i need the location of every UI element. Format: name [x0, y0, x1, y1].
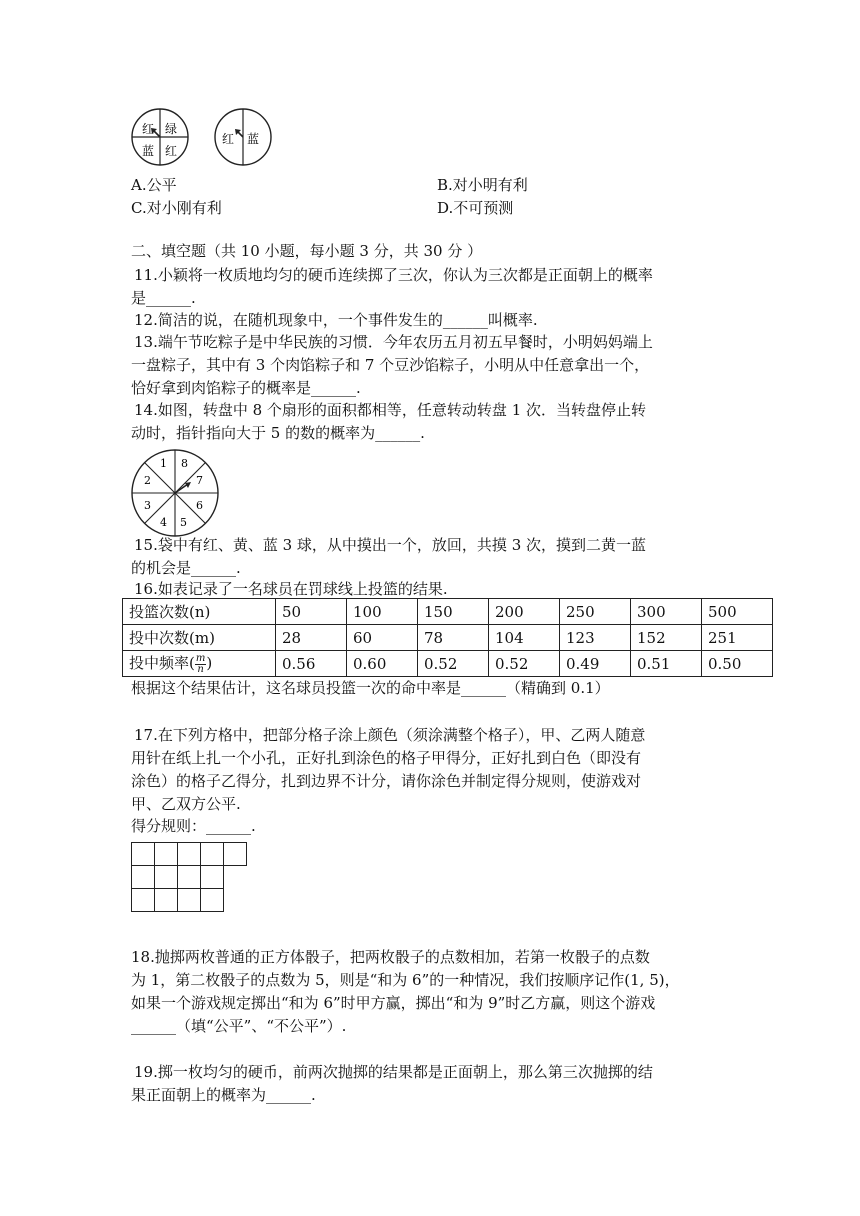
wheel-number-6: 6 [196, 499, 203, 512]
q18-line3: 如果一个游戏规定掷出“和为 6”时甲方赢，掷出“和为 9”时乙方赢，则这个游戏 [131, 994, 656, 1012]
grid-cell [131, 888, 155, 912]
spinner1-q2: 绿 [165, 122, 178, 136]
q17-line3: 涂色）的格子乙得分，扎到边界不计分，请你涂色并制定得分规则，使游戏对 [131, 772, 642, 790]
option-d: D.不可预测 [437, 199, 514, 217]
row-label-hits: 投中次数(m) [123, 625, 276, 651]
grid-cell [131, 865, 155, 889]
q17-line1: 17.在下列方格中，把部分格子涂上颜色（须涂满整个格子），甲、乙两人随意 [134, 726, 646, 744]
grid-cell [131, 842, 155, 866]
spinner1-q1: 红 [142, 122, 155, 136]
wheel-number-3: 3 [144, 499, 151, 512]
number-wheel-figure [130, 448, 220, 538]
table-cell: 150 [418, 599, 489, 625]
spinner2-right: 蓝 [247, 132, 260, 146]
table-cell: 152 [631, 625, 702, 651]
grid-cell [223, 842, 247, 866]
wheel-number-4: 4 [160, 516, 167, 529]
q18-line2: 为 1，第二枚骰子的点数为 5，则是“和为 6”的一种情况，我们按顺序记作(1, 5)， [131, 971, 680, 989]
q15-line1: 15.袋中有红、黄、蓝 3 球，从中摸出一个，放回，共摸 3 次，摸到二黄一蓝 [134, 536, 647, 554]
q15-line2: 的机会是______. [131, 559, 241, 577]
table-row-hits [123, 625, 773, 651]
table-cell: 123 [560, 625, 631, 651]
grid-cell [200, 865, 224, 889]
table-cell: 50 [276, 599, 347, 625]
table-cell: 200 [489, 599, 560, 625]
row-label-attempts: 投篮次数(n) [123, 599, 276, 625]
fraction-denominator: n [197, 663, 204, 675]
q17-line5: 得分规则：______. [131, 817, 256, 835]
q16-after: 根据这个结果估计，这名球员投篮一次的命中率是______（精确到 0.1） [131, 679, 610, 697]
q17-line4: 甲、乙双方公平. [131, 795, 241, 813]
table-cell: 0.50 [702, 651, 773, 677]
spinner-four-colors [130, 107, 190, 167]
wheel-number-8: 8 [181, 457, 188, 470]
q13-line1: 13.端午节吃粽子是中华民族的习惯．今年农历五月初五早餐时，小明妈妈端上 [134, 333, 653, 351]
table-row-frequency [123, 651, 773, 677]
table-cell: 0.52 [418, 651, 489, 677]
table-cell: 0.52 [489, 651, 560, 677]
q18-line4: ______（填“公平”、“不公平”）. [131, 1017, 347, 1035]
q17-line2: 用针在纸上扎一个小孔，正好扎到涂色的格子甲得分，正好扎到白色（即没有 [131, 749, 642, 767]
grid-cell [177, 888, 201, 912]
q19-line2: 果正面朝上的概率为______. [131, 1086, 316, 1104]
fraction [195, 654, 206, 675]
q18-line1: 18.抛掷两枚普通的正方体骰子，把两枚骰子的点数相加，若第一枚骰子的点数 [131, 948, 650, 966]
table-cell: 0.60 [347, 651, 418, 677]
fraction-numerator: m [195, 652, 206, 664]
option-a: A.公平 [131, 176, 177, 194]
spinner-two-colors [213, 107, 273, 167]
q19-line1: 19.掷一枚均匀的硬币，前两次抛掷的结果都是正面朝上，那么第三次抛掷的结 [134, 1063, 653, 1081]
grid-cell [200, 842, 224, 866]
shooting-results-table [122, 598, 773, 677]
wheel-number-5: 5 [180, 516, 187, 529]
option-b: B.对小明有利 [437, 176, 528, 194]
table-cell: 250 [560, 599, 631, 625]
spinner1-q3: 蓝 [142, 144, 155, 158]
table-cell: 28 [276, 625, 347, 651]
wheel-number-2: 2 [144, 474, 151, 487]
freq-label-suffix: ) [206, 654, 213, 673]
q14-line1: 14.如图，转盘中 8 个扇形的面积都相等，任意转动转盘 1 次．当转盘停止转 [134, 401, 647, 419]
table-row-attempts [123, 599, 773, 625]
freq-label-prefix: 投中频率( [129, 654, 195, 673]
table-cell: 0.56 [276, 651, 347, 677]
option-c: C.对小刚有利 [131, 199, 222, 217]
table-cell: 0.49 [560, 651, 631, 677]
table-cell: 78 [418, 625, 489, 651]
q13-line2: 一盘粽子，其中有 3 个肉馅粽子和 7 个豆沙馅粽子，小明从中任意拿出一个， [131, 356, 650, 374]
spinner1-q4: 红 [165, 144, 178, 158]
grid-cell [154, 842, 178, 866]
table-cell: 251 [702, 625, 773, 651]
spinner2-left: 红 [222, 132, 235, 146]
table-cell: 500 [702, 599, 773, 625]
wheel-number-7: 7 [196, 474, 203, 487]
grid-cell [177, 865, 201, 889]
q13-line3: 恰好拿到肉馅粽子的概率是______. [131, 379, 361, 397]
table-cell: 104 [489, 625, 560, 651]
grid-cell [200, 888, 224, 912]
wheel-number-1: 1 [160, 457, 167, 470]
table-cell: 300 [631, 599, 702, 625]
grid-cell [177, 842, 201, 866]
grid-cell [154, 865, 178, 889]
q14-line2: 动时，指针指向大于 5 的数的概率为______. [131, 424, 425, 442]
q16-line1: 16.如表记录了一名球员在罚球线上投篮的结果. [134, 580, 448, 598]
row-label-frequency [123, 651, 276, 677]
q11-line2: 是______. [131, 289, 196, 307]
grid-cell [154, 888, 178, 912]
section-heading: 二、填空题（共 10 小题，每小题 3 分，共 30 分 ） [131, 242, 483, 260]
q11-line1: 11.小颖将一枚质地均匀的硬币连续掷了三次，你认为三次都是正面朝上的概率 [134, 266, 653, 284]
table-cell: 60 [347, 625, 418, 651]
table-cell: 100 [347, 599, 418, 625]
q12-line1: 12.简洁的说，在随机现象中，一个事件发生的______叫概率. [134, 311, 538, 329]
table-cell: 0.51 [631, 651, 702, 677]
